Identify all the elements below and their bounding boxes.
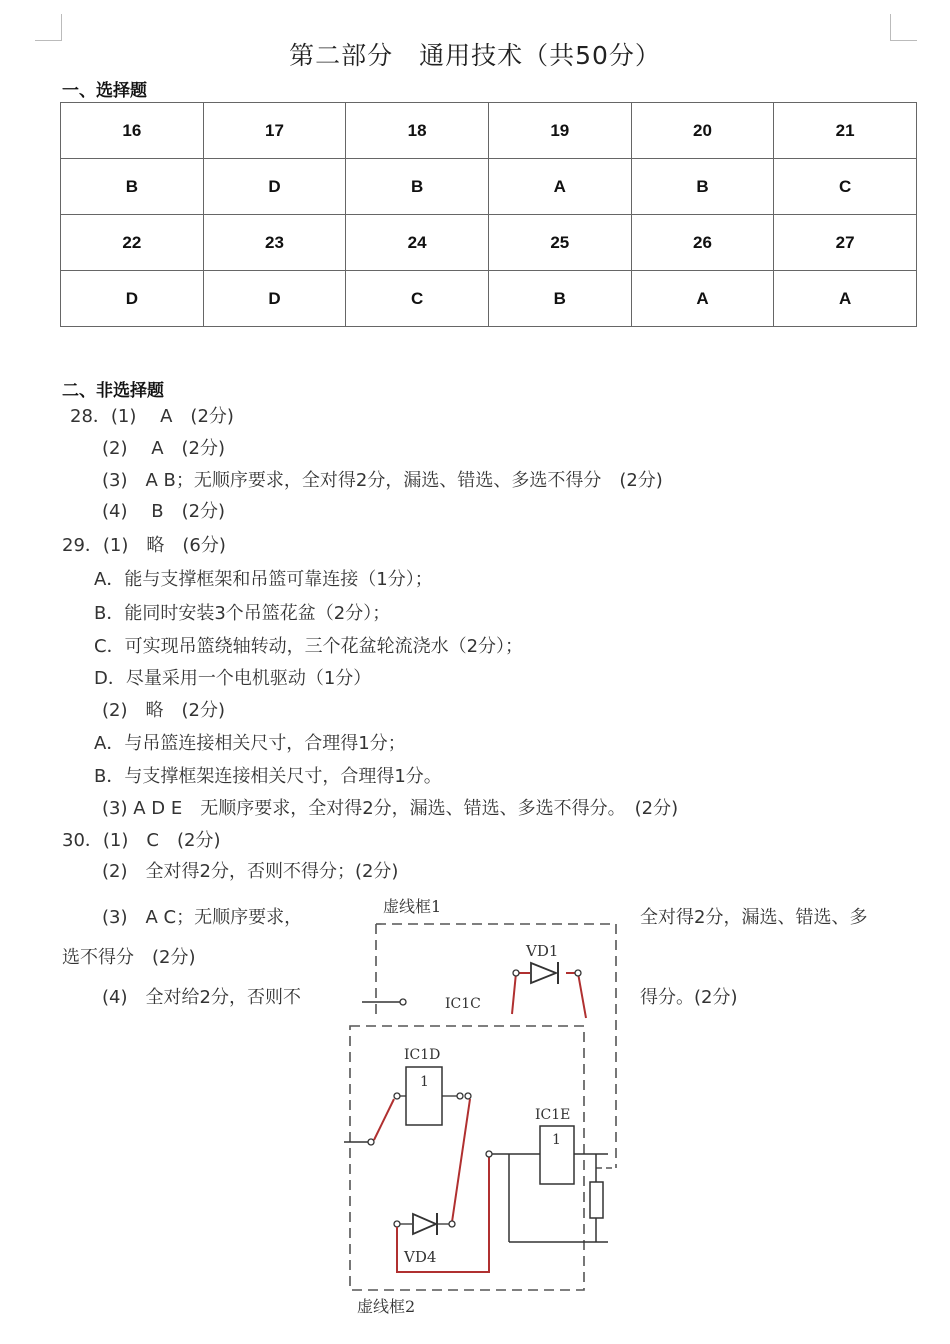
table-cell: B: [346, 159, 489, 215]
table-cell: A: [774, 271, 917, 327]
table-cell: A: [488, 159, 631, 215]
table-cell: 16: [61, 103, 204, 159]
answer-line-28-2: (2) A (2分): [102, 438, 226, 459]
page-title: 第二部分 通用技术（共50分）: [289, 41, 661, 70]
vd1-diode: [512, 962, 586, 1018]
answer-line-30-3-cont: 全对得2分，漏选、错选、多: [640, 907, 868, 928]
table-cell: B: [631, 159, 774, 215]
answer-line-29-1: 29．(1) 略 (6分): [62, 535, 226, 556]
answer-line-28-3: (3) A B；无顺序要求，全对得2分，漏选、错选、多选不得分 (2分): [102, 470, 663, 491]
answer-line-30-1: 30．(1) C (2分): [62, 830, 221, 851]
ic1c-label: IC1C: [445, 996, 481, 1012]
table-cell: D: [203, 271, 346, 327]
answer-line-30-3: (3) A C；无顺序要求，: [102, 907, 303, 928]
table-cell: B: [61, 159, 204, 215]
dashed-box-1-label: 虚线框1: [383, 897, 442, 916]
dashed-box-1: [376, 924, 616, 1168]
table-cell: C: [774, 159, 917, 215]
table-cell: 24: [346, 215, 489, 271]
ic1e-label: IC1E: [535, 1107, 571, 1123]
vd1-label: VD1: [526, 942, 559, 960]
section-heading-nonchoice: 二、非选择题: [62, 381, 164, 401]
table-cell: A: [631, 271, 774, 327]
ic1d-gate-mark: 1: [420, 1074, 429, 1090]
ic1e-gate-mark: 1: [552, 1132, 561, 1148]
answer-line-29-1c: C．可实现吊篮绕轴转动，三个花盆轮流浇水（2分）；: [94, 636, 524, 657]
answer-line-30-4: (4) 全对给2分，否则不: [102, 987, 301, 1008]
ic1d-output-wire: [452, 1099, 470, 1222]
ic1e-not-gate: [486, 1126, 608, 1242]
table-cell: 18: [346, 103, 489, 159]
ic1d-label: IC1D: [404, 1047, 441, 1063]
table-cell: 25: [488, 215, 631, 271]
table-cell: 27: [774, 215, 917, 271]
table-cell: 21: [774, 103, 917, 159]
answer-line-29-2: (2) 略 (2分): [102, 700, 225, 721]
answer-line-29-1d: D．尽量采用一个电机驱动（1分）: [94, 668, 372, 689]
table-cell: C: [346, 271, 489, 327]
dashed-box-2-label: 虚线框2: [357, 1297, 416, 1316]
answer-line-29-2b: B．与支撑框架连接相关尺寸，合理得1分。: [94, 766, 442, 787]
answer-line-30-3-end: 选不得分 (2分): [62, 947, 196, 968]
answer-line-28-1: 28．(1) A (2分): [70, 406, 234, 427]
answer-line-29-1a: A．能与支撑框架和吊篮可靠连接（1分）；: [94, 569, 433, 590]
table-cell: 20: [631, 103, 774, 159]
section-heading-choice: 一、选择题: [62, 81, 147, 101]
ic1d-not-gate: [394, 1067, 471, 1125]
table-cell: 23: [203, 215, 346, 271]
table-cell: 19: [488, 103, 631, 159]
answer-line-29-3: (3) A D E 无顺序要求，全对得2分，漏选、错选、多选不得分。 (2分): [102, 798, 679, 819]
table-cell: 26: [631, 215, 774, 271]
answer-line-29-2a: A．与吊篮连接相关尺寸，合理得1分；: [94, 733, 406, 754]
answer-line-29-1b: B．能同时安装3个吊篮花盆（2分）；: [94, 603, 391, 624]
answer-line-30-2: (2) 全对得2分，否则不得分；(2分): [102, 861, 399, 882]
table-cell: D: [203, 159, 346, 215]
ic1d-input-wire: [344, 1099, 394, 1145]
table-cell: B: [488, 271, 631, 327]
answer-line-30-4-cont: 得分。(2分): [640, 987, 738, 1008]
answer-line-28-4: (4) B (2分): [102, 501, 226, 522]
table-cell: 17: [203, 103, 346, 159]
table-cell: D: [61, 271, 204, 327]
ic1c-input-terminal: [362, 999, 406, 1005]
vd4-label: VD4: [404, 1248, 437, 1266]
table-cell: 22: [61, 215, 204, 271]
